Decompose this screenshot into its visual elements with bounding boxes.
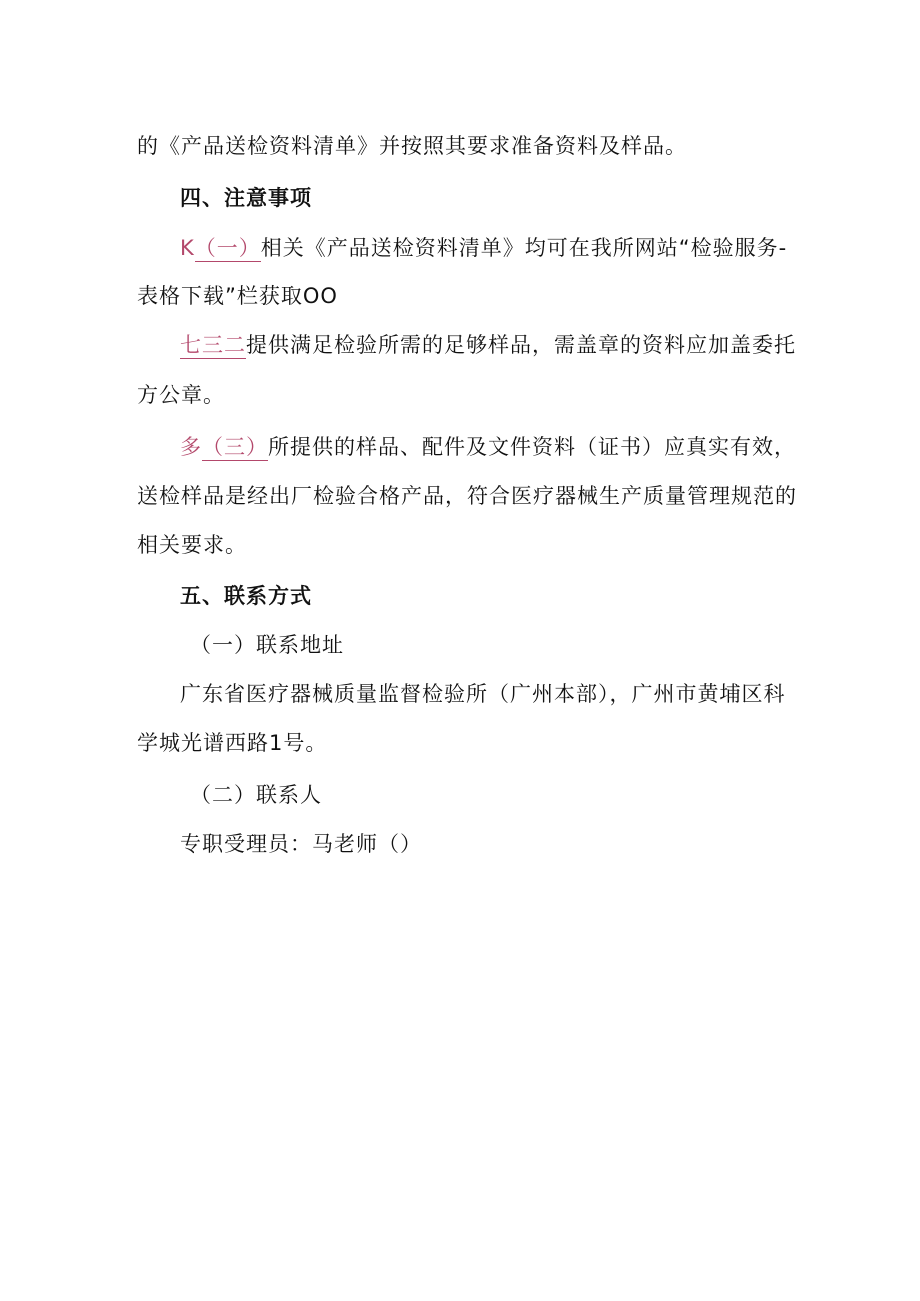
notice-item-3-text: 所提供的样品、配件及文件资料（证书）应真实有效， [268,435,796,459]
notice-item-1-prefix: K [180,236,195,260]
notice-item-1-text: 相关《产品送检资料清单》均可在我所网站“检验服务- [260,236,788,260]
notice-item-3-marker: （三） [202,435,268,459]
notice-item-3-line-3: 相关要求。 [137,533,247,557]
notice-item-1-marker: （一） [194,236,261,260]
contact-person-line: 专职受理员：马老师（） [180,832,422,856]
notice-item-2-marker: 七三二 [180,333,246,357]
notice-item-3-line-2: 送检样品是经出厂检验合格产品，符合医疗器械生产质量管理规范的 [137,484,797,508]
contact-address-line-2: 学城光谱西路1号。 [137,731,328,755]
notice-item-2-line-2: 方公章。 [137,383,225,407]
section-5-heading: 五、联系方式 [180,584,312,608]
contact-address-line-1: 广东省医疗器械质量监督检验所（广州本部），广州市黄埔区科 [180,682,786,706]
notice-item-3-prefix: 多 [180,435,202,459]
notice-item-1-line-2: 表格下载”栏获取OO [137,284,338,308]
lead-text-line: 的《产品送检资料清单》并按照其要求准备资料及样品。 [137,134,687,158]
notice-item-1-line-1 [180,233,787,263]
contact-address-subheading: （一）联系地址 [190,633,344,657]
notice-item-2-text: 提供满足检验所需的足够样品，需盖章的资料应加盖委托 [246,333,796,357]
notice-item-3-line-1 [180,432,796,462]
section-4-heading: 四、注意事项 [180,186,312,210]
notice-item-2-line-1 [180,330,796,360]
contact-person-subheading: （二）联系人 [190,783,322,807]
